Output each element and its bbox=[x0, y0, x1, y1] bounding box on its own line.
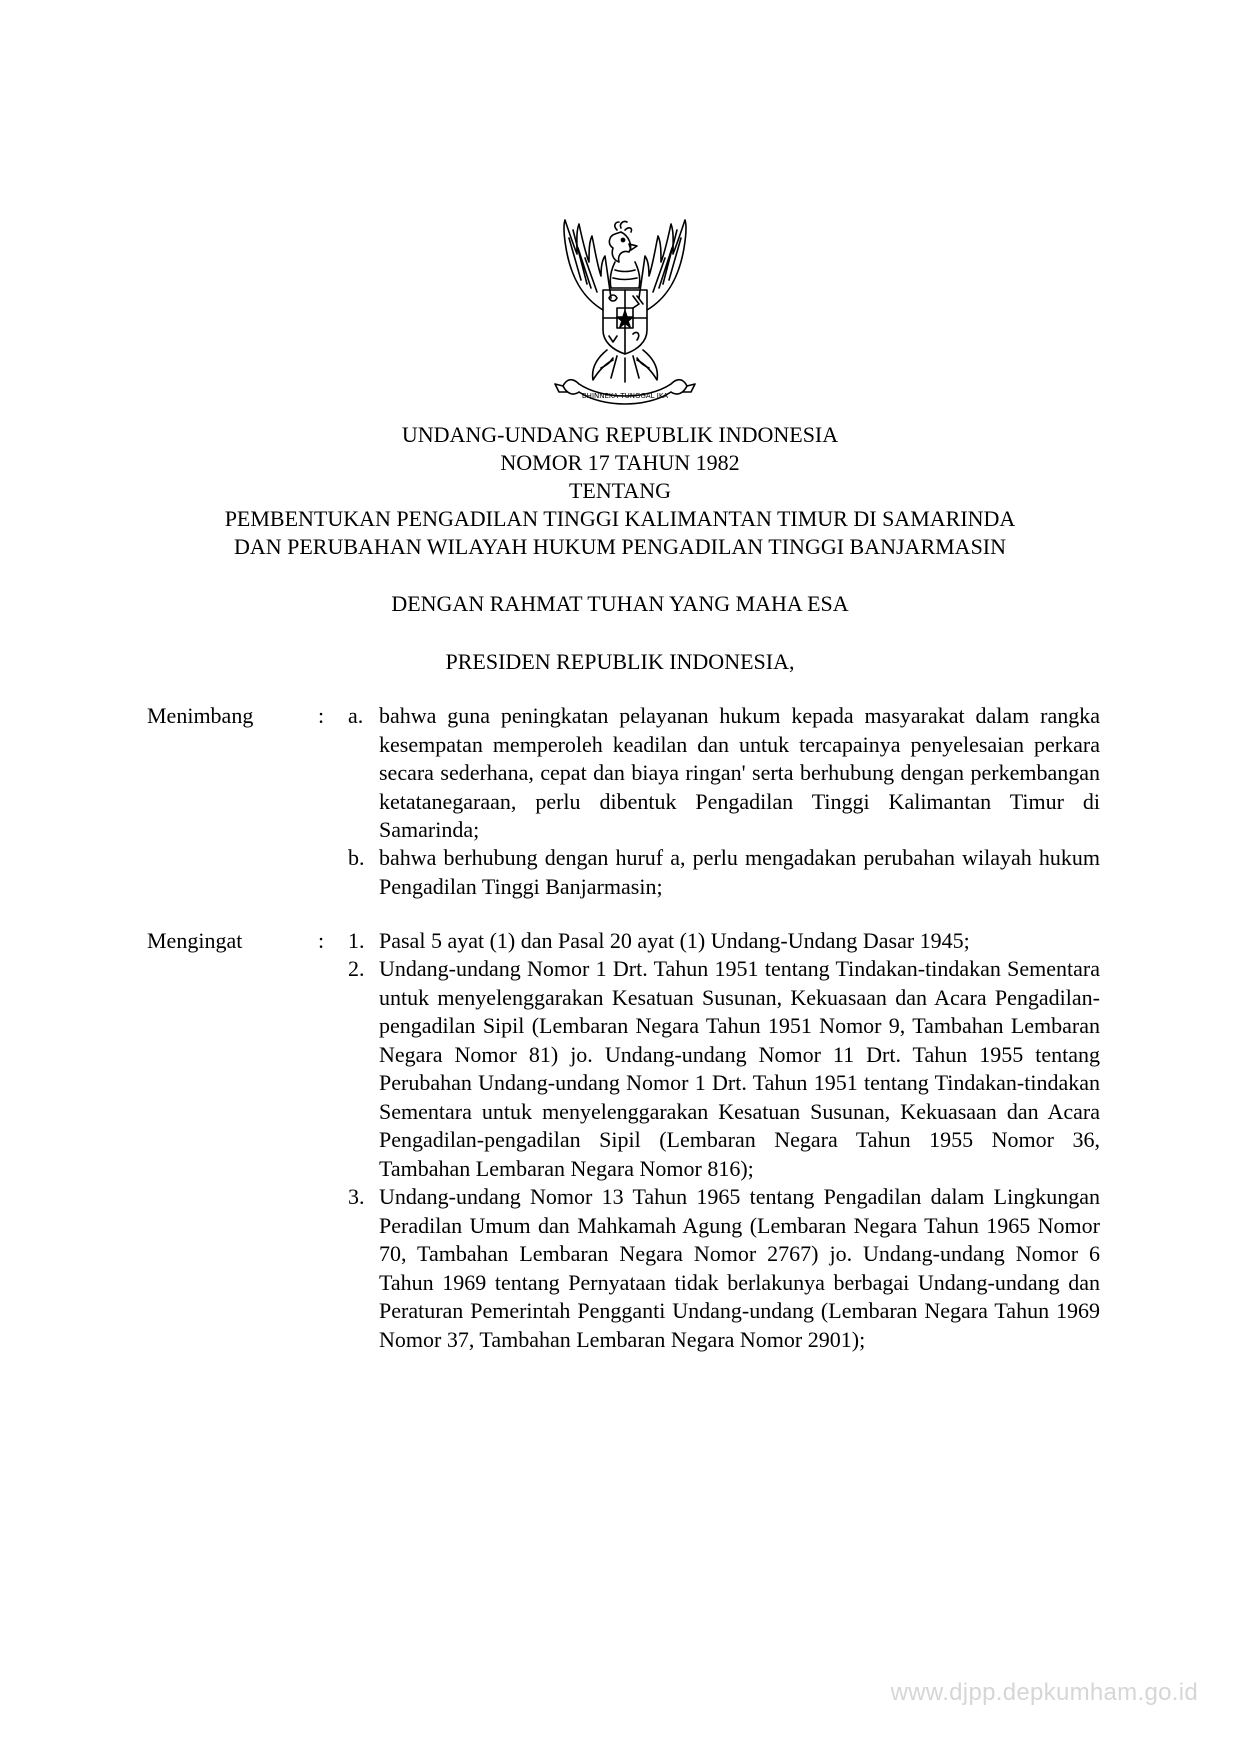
item-marker: a. bbox=[348, 703, 364, 728]
item-marker: b. bbox=[348, 845, 365, 870]
title-line: NOMOR 17 TAHUN 1982 bbox=[500, 450, 740, 475]
item-text: Pasal 5 ayat (1) dan Pasal 20 ayat (1) Undang-Undang Dasar 1945; bbox=[379, 928, 970, 953]
item-text: bahwa berhubung dengan huruf a, perlu mengadakan perubahan wilayah hukum Pengadilan Tinggi Banjarmasin; bbox=[379, 845, 1100, 899]
section-colon: : bbox=[318, 928, 325, 953]
section-label: Mengingat bbox=[147, 928, 243, 953]
item-text: Undang-undang Nomor 13 Tahun 1965 tentang Pengadilan dalam Lingkungan Peradilan Umum dan Mahkamah Agung (Lembaran Negara Tahun 1965 Nomor 70, Tambahan Lembaran Negara Nomor 2767) jo. Undang-undang Nomor 6 Tahun 1969 tentang Pernyataan tidak berlakunya berbagai Undang-undang dan Peraturan Pemerintah Pengganti Undang-undang (Lembaran Negara Tahun 1969 Nomor 37, Tambahan Lembaran Negara Nomor 2901); bbox=[379, 1184, 1100, 1352]
garuda-pancasila-emblem-icon bbox=[533, 218, 717, 412]
section-label: Menimbang bbox=[147, 703, 254, 728]
document-title bbox=[0, 421, 1240, 561]
section-colon: : bbox=[318, 703, 325, 728]
presiden-line: PRESIDEN REPUBLIK INDONESIA, bbox=[445, 649, 795, 674]
item-text: Undang-undang Nomor 1 Drt. Tahun 1951 tentang Tindakan-tindakan Sementara untuk menyelenggarakan Kesatuan Susunan, Kekuasaan dan Acara Pengadilan-pengadilan Sipil (Lembaran Negara Tahun 1951 Nomor 9, Tambahan Lembaran Negara Nomor 81) jo. Undang-undang Nomor 11 Drt. Tahun 1955 tentang Perubahan Undang-undang Nomor 1 Drt. Tahun 1951 tentang Tindakan-tindakan Sementara untuk menyelenggarakan Kesatuan Susunan, Kekuasaan dan Acara Pengadilan-pengadilan Sipil (Lembaran Negara Tahun 1955 Nomor 36, Tambahan Lembaran Negara Nomor 816); bbox=[379, 956, 1100, 1181]
watermark: www.djpp.depkumham.go.id bbox=[890, 1679, 1198, 1706]
item-marker: 1. bbox=[348, 928, 365, 953]
item-marker: 2. bbox=[348, 956, 365, 981]
title-line: TENTANG bbox=[568, 478, 672, 503]
title-line: UNDANG-UNDANG REPUBLIK INDONESIA bbox=[401, 422, 839, 447]
svg-text:BHINNEKA TUNGGAL IKA: BHINNEKA TUNGGAL IKA bbox=[581, 392, 669, 400]
item-text: bahwa guna peningkatan pelayanan hukum kepada masyarakat dalam rangka kesempatan memperoleh keadilan dan untuk tercapainya penyelesaian perkara secara sederhana, cepat dan biaya ringan' serta berhubung dengan perkembangan ketatanegaraan, perlu dibentuk Pengadilan Tinggi Kalimantan Timur di Samarinda; bbox=[379, 703, 1100, 842]
rahmat-line: DENGAN RAHMAT TUHAN YANG MAHA ESA bbox=[391, 591, 849, 616]
title-line: DAN PERUBAHAN WILAYAH HUKUM PENGADILAN TINGGI BANJARMASIN bbox=[233, 534, 1007, 559]
title-line: PEMBENTUKAN PENGADILAN TINGGI KALIMANTAN TIMUR DI SAMARINDA bbox=[224, 506, 1016, 531]
item-marker: 3. bbox=[348, 1184, 365, 1209]
